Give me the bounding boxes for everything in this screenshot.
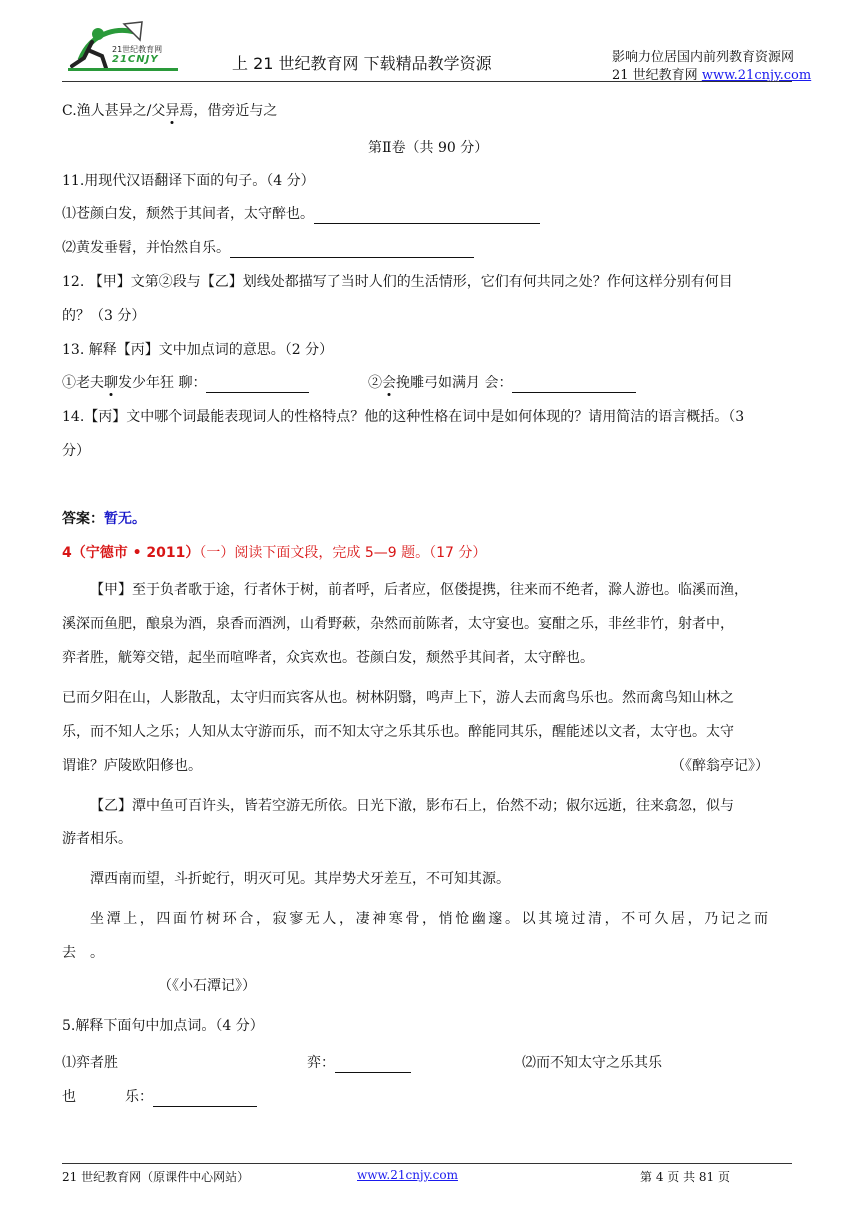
question-12-line2: 的？（3 分） <box>62 308 146 324</box>
footer-divider <box>62 1163 792 1164</box>
footer-page-number: 第 4 页 共 81 页 <box>640 1170 730 1184</box>
question-11-2-text: ⑵黄发垂髫，并怡然自乐。 <box>62 240 230 256</box>
question-11-2 <box>62 238 474 258</box>
answer-blank[interactable] <box>206 377 309 393</box>
passage-jia-source: （《醉翁亭记》） <box>671 758 769 774</box>
question-11-1 <box>62 204 540 224</box>
section-4-instructions: （一）阅读下面文段，完成 5—9 题。（17 分） <box>199 545 487 561</box>
answer-blank[interactable] <box>512 377 636 393</box>
option-c: C.渔人甚异之/父异焉，借旁近与之 <box>62 103 278 119</box>
answer-blank[interactable] <box>335 1057 411 1073</box>
dotted-char: 会 <box>382 375 396 391</box>
passage-jia-p1-l3: 弈者胜，觥筹交错，起坐而喧哗者，众宾欢也。苍颜白发，颓然乎其间者，太守醉也。 <box>62 650 594 666</box>
answer-blank[interactable] <box>314 208 540 224</box>
question-5-2-answer <box>125 1087 257 1107</box>
answer-blank[interactable] <box>153 1091 257 1107</box>
passage-jia-p1-l1: 【甲】至于负者歌于途，行者休于树，前者呼，后者应，伛偻提携，往来而不绝者，滁人游也。临溪而渔， <box>90 582 748 598</box>
passage-yi-p1-l2: 游者相乐。 <box>62 831 132 847</box>
answer-value: 暂无。 <box>104 511 146 527</box>
passage-jia-p1-l2: 溪深而鱼肥，酿泉为酒，泉香而酒洌，山肴野蔌，杂然而前陈者，太守宴也。宴酣之乐，非丝非竹，射者中， <box>62 616 734 632</box>
question-13-b <box>368 373 636 393</box>
q5-2-label: 乐： <box>125 1089 153 1105</box>
q13b-post: 挽雕弓如满月 会： <box>396 375 513 391</box>
passage-yi-p3-l1: 坐潭上，四面竹树环合，寂寥无人，凄神寒骨，悄怆幽邃。以其境过清，不可久居，乃记之而 <box>90 911 771 927</box>
answer-blank[interactable] <box>230 242 474 258</box>
question-5: 5.解释下面句中加点词。（4 分） <box>62 1018 264 1034</box>
passage-yi-source: （《小石潭记》） <box>158 978 256 994</box>
passage-jia-p2-l1: 已而夕阳在山，人影散乱，太守归而宾客从也。树林阴翳，鸣声上下，游人去而禽鸟乐也。然而禽鸟知山林之 <box>62 690 734 706</box>
header-site-prefix: 21 世纪教育网 <box>612 68 702 83</box>
q13a-post: 发少年狂 聊： <box>118 375 207 391</box>
section-4-heading <box>62 543 486 563</box>
q13a-pre: ①老夫 <box>62 375 104 391</box>
question-5-1-answer <box>307 1053 411 1073</box>
question-11-1-text: ⑴苍颜白发，颓然于其间者，太守醉也。 <box>62 206 314 222</box>
passage-jia-p2-l2: 乐，而不知人之乐；人知从太守游而乐，而不知太守之乐其乐也。醉能同其乐，醒能述以文者，太守也。太守 <box>62 724 734 740</box>
passage-jia-p2-l3: 谓谁？庐陵欧阳修也。 <box>62 758 202 774</box>
question-5-2: ⑵而不知太守之乐其乐 <box>522 1055 662 1071</box>
passage-yi-p2: 潭西南而望，斗折蛇行，明灭可见。其岸势犬牙差互，不可知其源。 <box>90 871 510 887</box>
logo-text-en: 21CNJY <box>112 54 159 65</box>
header-slogan: 影响力位居国内前列教育资源网 <box>612 50 795 65</box>
footer-site: 21 世纪教育网（原课件中心网站） <box>62 1170 250 1184</box>
q5-1-label: 弈： <box>307 1055 335 1071</box>
volume-heading: 第Ⅱ卷（共 90 分） <box>368 140 489 156</box>
passage-yi-p3-l2: 去 。 <box>62 945 104 961</box>
dotted-char: 聊 <box>104 375 118 391</box>
dotted-char: 异 <box>165 103 180 119</box>
header-divider <box>62 81 792 82</box>
passage-yi-p1-l1: 【乙】潭中鱼可百许头，皆若空游无所依。日光下澈，影布石上，佁然不动；俶尔远逝，往来翕忽，似与 <box>90 798 734 814</box>
question-12-line1: 12. 【甲】文第②段与【乙】划线处都描写了当时人们的生活情形，它们有何共同之处？作何这样分别有何目 <box>62 274 733 290</box>
logo-text-cn: 21世纪教育网 <box>112 45 163 54</box>
footer-link[interactable]: www.21cnjy.com <box>357 1168 458 1182</box>
q13b-pre: ② <box>368 375 382 391</box>
answer-label: 答案： <box>62 511 104 527</box>
question-14-line1: 14.【丙】文中哪个词最能表现词人的性格特点？他的这种性格在词中是如何体现的？请用简洁的语言概括。（3 <box>62 409 745 425</box>
header-site-link[interactable]: www.21cnjy.com <box>701 68 812 83</box>
question-11: 11.用现代汉语翻译下面的句子。（4 分） <box>62 173 315 189</box>
question-13: 13. 解释【丙】文中加点词的意思。（2 分） <box>62 342 334 358</box>
question-5-1: ⑴弈者胜 <box>62 1055 118 1071</box>
question-13-a <box>62 373 309 393</box>
question-14-line2: 分） <box>62 443 90 459</box>
header-title: 上 21 世纪教育网 下载精品教学资源 <box>232 54 492 73</box>
answer-line <box>62 509 146 529</box>
section-4-source: 4（宁德市 • 2011） <box>62 545 200 561</box>
question-5-2-cont: 也 <box>62 1089 76 1105</box>
